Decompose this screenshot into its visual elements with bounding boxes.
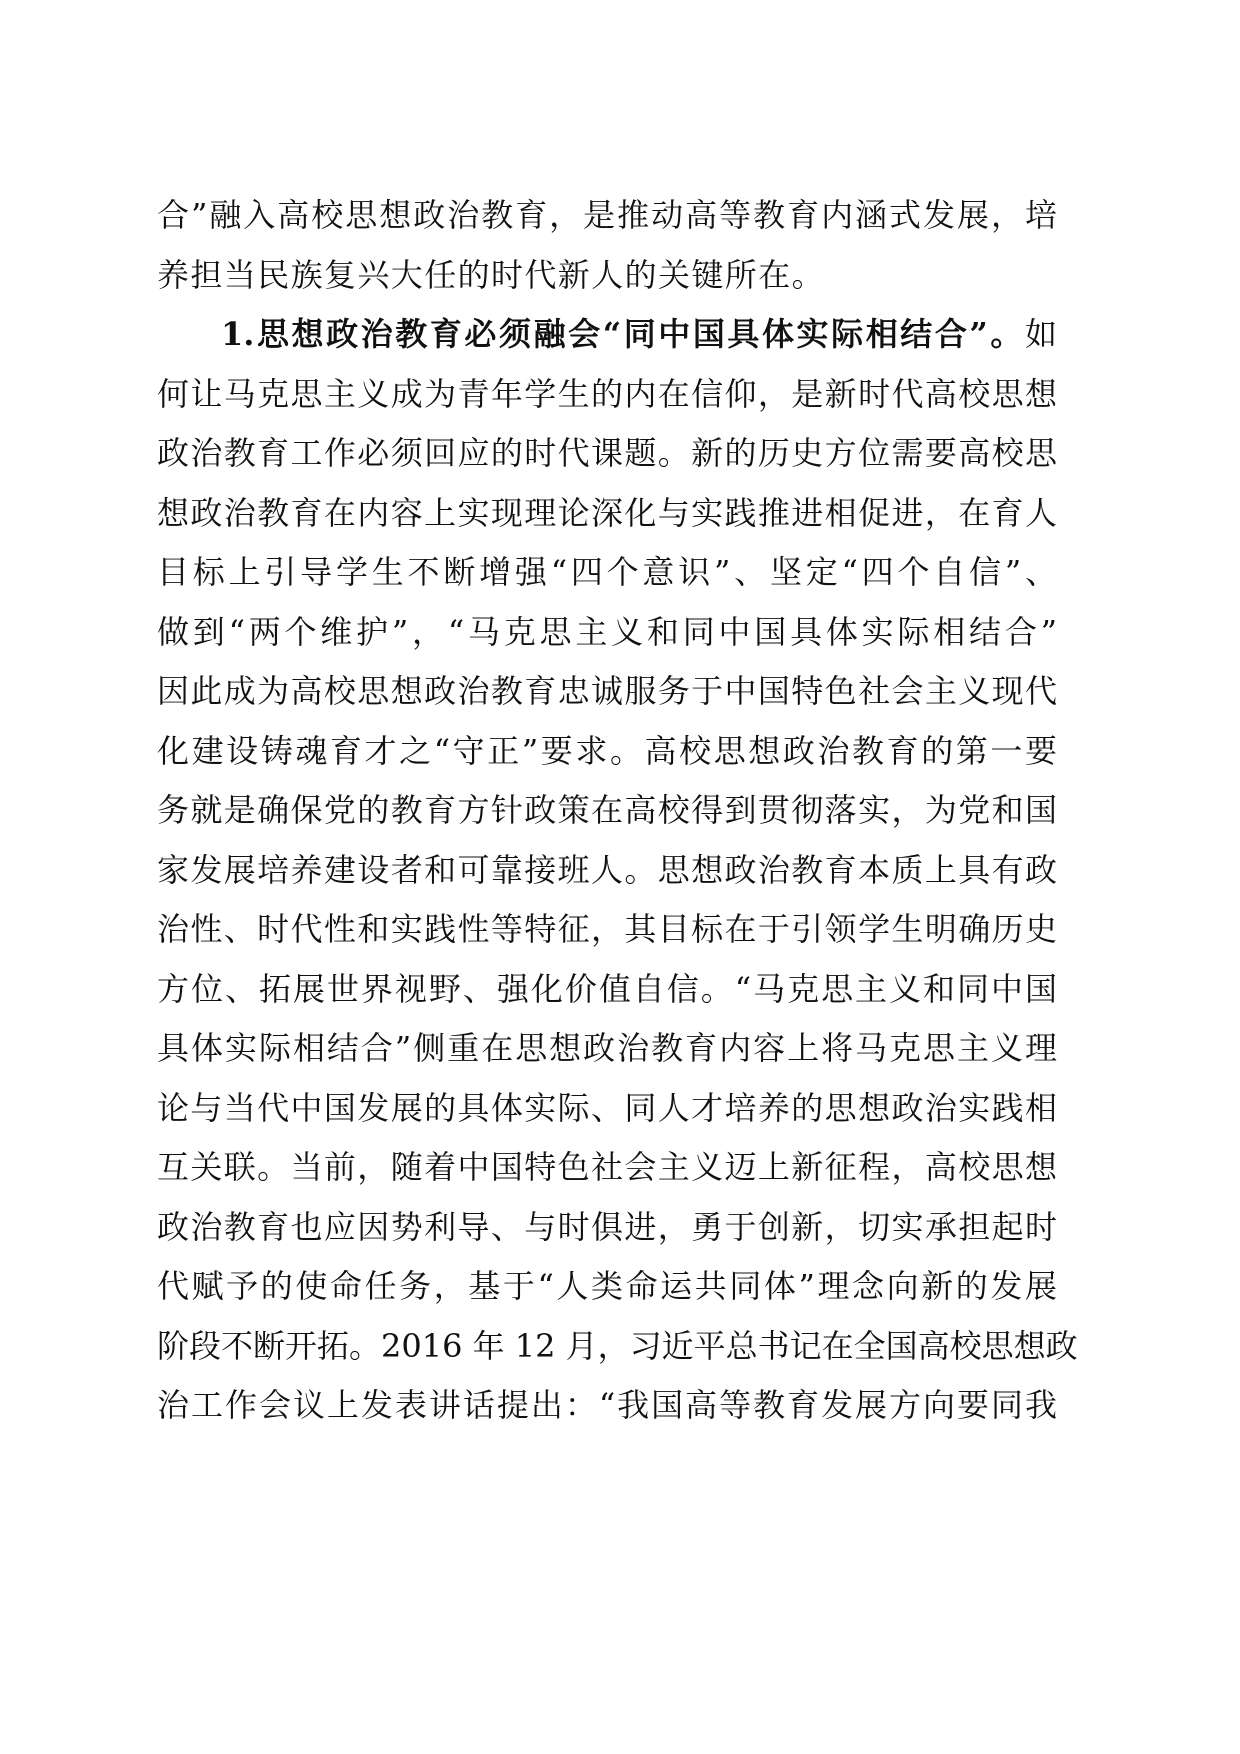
text-line: 合”融入高校思想政治教育，是推动高等教育内涵式发展，培: [157, 196, 1057, 234]
text-line: 家发展培养建设者和可靠接班人。思想政治教育本质上具有政: [157, 850, 1057, 889]
text-line: 化建设铸魂育才之“守正”要求。高校思想政治教育的第一要: [157, 731, 1057, 770]
text-line: 论与当代中国发展的具体实际、同人才培养的思想政治实践相: [157, 1088, 1057, 1127]
text-line: 互关联。当前，随着中国特色社会主义迈上新征程，高校思想: [157, 1148, 1057, 1186]
section-heading: 1.思想政治教育必须融会“同中国具体实际相结合”。: [221, 315, 1025, 353]
text-line: 具体实际相结合”侧重在思想政治教育内容上将马克思主义理: [157, 1029, 1057, 1067]
text-line: 养担当民族复兴大任的时代新人的关键所在。: [157, 255, 826, 294]
text-line: 政治教育工作必须回应的时代课题。新的历史方位需要高校思: [157, 434, 1057, 472]
body-text: [157, 186, 1078, 1436]
text-line: 目标上引导学生不断增强“四个意识”、坚定“四个自信”、: [157, 553, 1057, 591]
text-line: 做到“两个维护”，“马克思主义和同中国具体实际相结合”: [157, 612, 1057, 651]
text-line: 治工作会议上发表讲话提出：“我国高等教育发展方向要同我: [157, 1386, 1057, 1424]
section-heading-line: [157, 305, 1057, 365]
heading-continuation: 如: [1024, 315, 1057, 353]
text-line: 方位、拓展世界视野、强化价值自信。“马克思主义和同中国: [157, 969, 1057, 1008]
text-line: 阶段不断开拓。2016 年 12 月，习近平总书记在全国高校思想政: [157, 1326, 1078, 1365]
text-line: 因此成为高校思想政治教育忠诚服务于中国特色社会主义现代: [157, 672, 1057, 710]
text-line: 治性、时代性和实践性等特征，其目标在于引领学生明确历史: [157, 910, 1057, 948]
text-line: 务就是确保党的教育方针政策在高校得到贯彻落实，为党和国: [157, 791, 1057, 829]
text-line: 政治教育也应因势利导、与时俱进，勇于创新，切实承担起时: [157, 1207, 1057, 1246]
text-line: 想政治教育在内容上实现理论深化与实践推进相促进，在育人: [157, 493, 1057, 532]
text-line: 何让马克思主义成为青年学生的内在信仰，是新时代高校思想: [157, 374, 1057, 413]
text-line: 代赋予的使命任务，基于“人类命运共同体”理念向新的发展: [157, 1267, 1057, 1305]
